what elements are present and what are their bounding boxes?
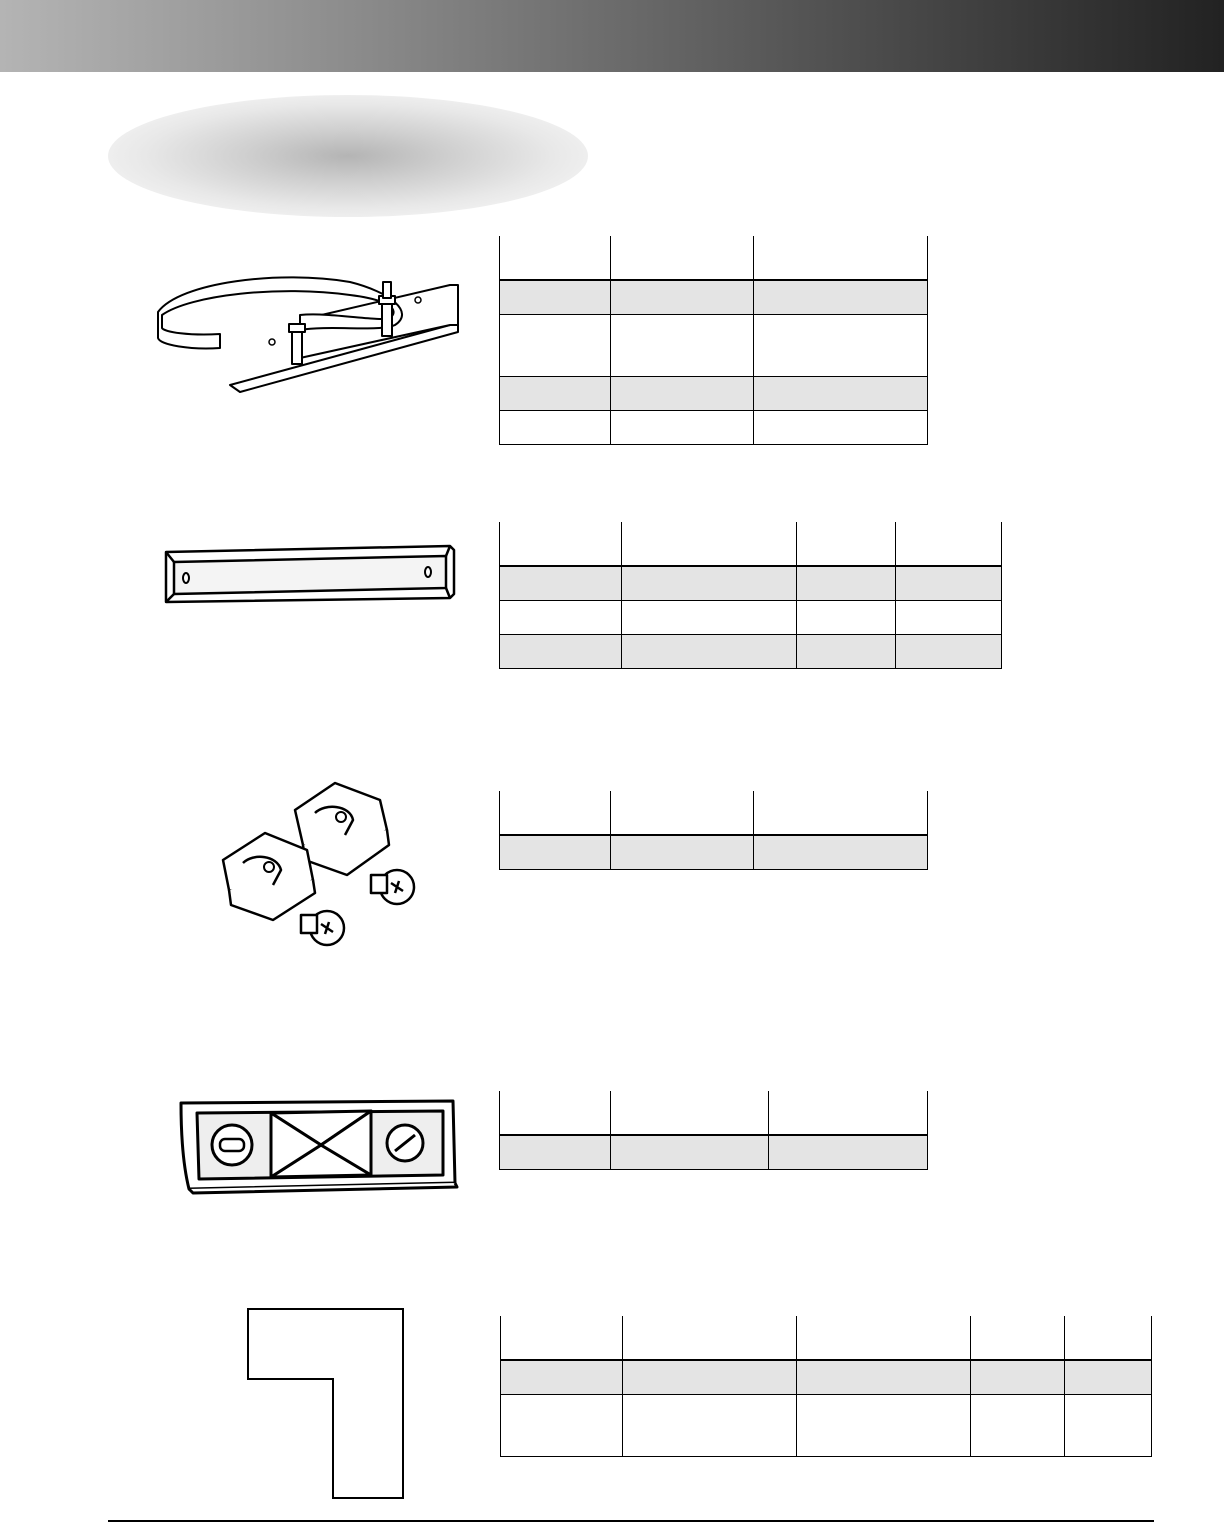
- table-header-cell: [500, 522, 622, 566]
- table-header-cell: [754, 236, 928, 280]
- table-header-cell: [896, 522, 1002, 566]
- table-header-cell: [1065, 1316, 1152, 1360]
- grille-plate-icon: [175, 1095, 460, 1195]
- table-row: [500, 280, 928, 314]
- table-header-cell: [611, 791, 754, 835]
- header-banner: [0, 0, 1224, 72]
- table-header-cell: [501, 1316, 623, 1360]
- clips-and-screws-icon: [215, 775, 425, 955]
- table-header-cell: [500, 236, 611, 280]
- table-header-cell: [500, 791, 611, 835]
- table-row: [500, 600, 1002, 634]
- spec-table-grille-plate: [499, 1091, 928, 1170]
- table-row: [501, 1360, 1152, 1394]
- spec-table-channel-rail: [499, 522, 1002, 669]
- table-header-cell: [797, 1316, 971, 1360]
- title-shadow-ellipse: [108, 95, 588, 217]
- table-header-cell: [623, 1316, 797, 1360]
- spec-table-strap-bracket: [499, 236, 928, 445]
- table-header-cell: [500, 1091, 611, 1135]
- channel-rail-icon: [160, 540, 460, 610]
- l-bracket-icon: [246, 1307, 406, 1501]
- spec-table-l-bracket: [500, 1316, 1152, 1457]
- table-row: [500, 835, 928, 869]
- table-row: [500, 634, 1002, 668]
- table-header-cell: [971, 1316, 1065, 1360]
- table-row: [500, 566, 1002, 600]
- table-header-cell: [769, 1091, 928, 1135]
- table-row: [500, 376, 928, 410]
- table-row: [500, 1135, 928, 1169]
- table-header-cell: [622, 522, 797, 566]
- table-header-cell: [754, 791, 928, 835]
- table-header-cell: [611, 236, 754, 280]
- table-row: [501, 1394, 1152, 1456]
- footer-rule: [108, 1520, 1154, 1522]
- table-header-cell: [611, 1091, 769, 1135]
- table-header-cell: [797, 522, 896, 566]
- table-row: [500, 314, 928, 376]
- spec-table-clips: [499, 791, 928, 870]
- strap-bracket-icon: [150, 270, 470, 395]
- table-row: [500, 410, 928, 444]
